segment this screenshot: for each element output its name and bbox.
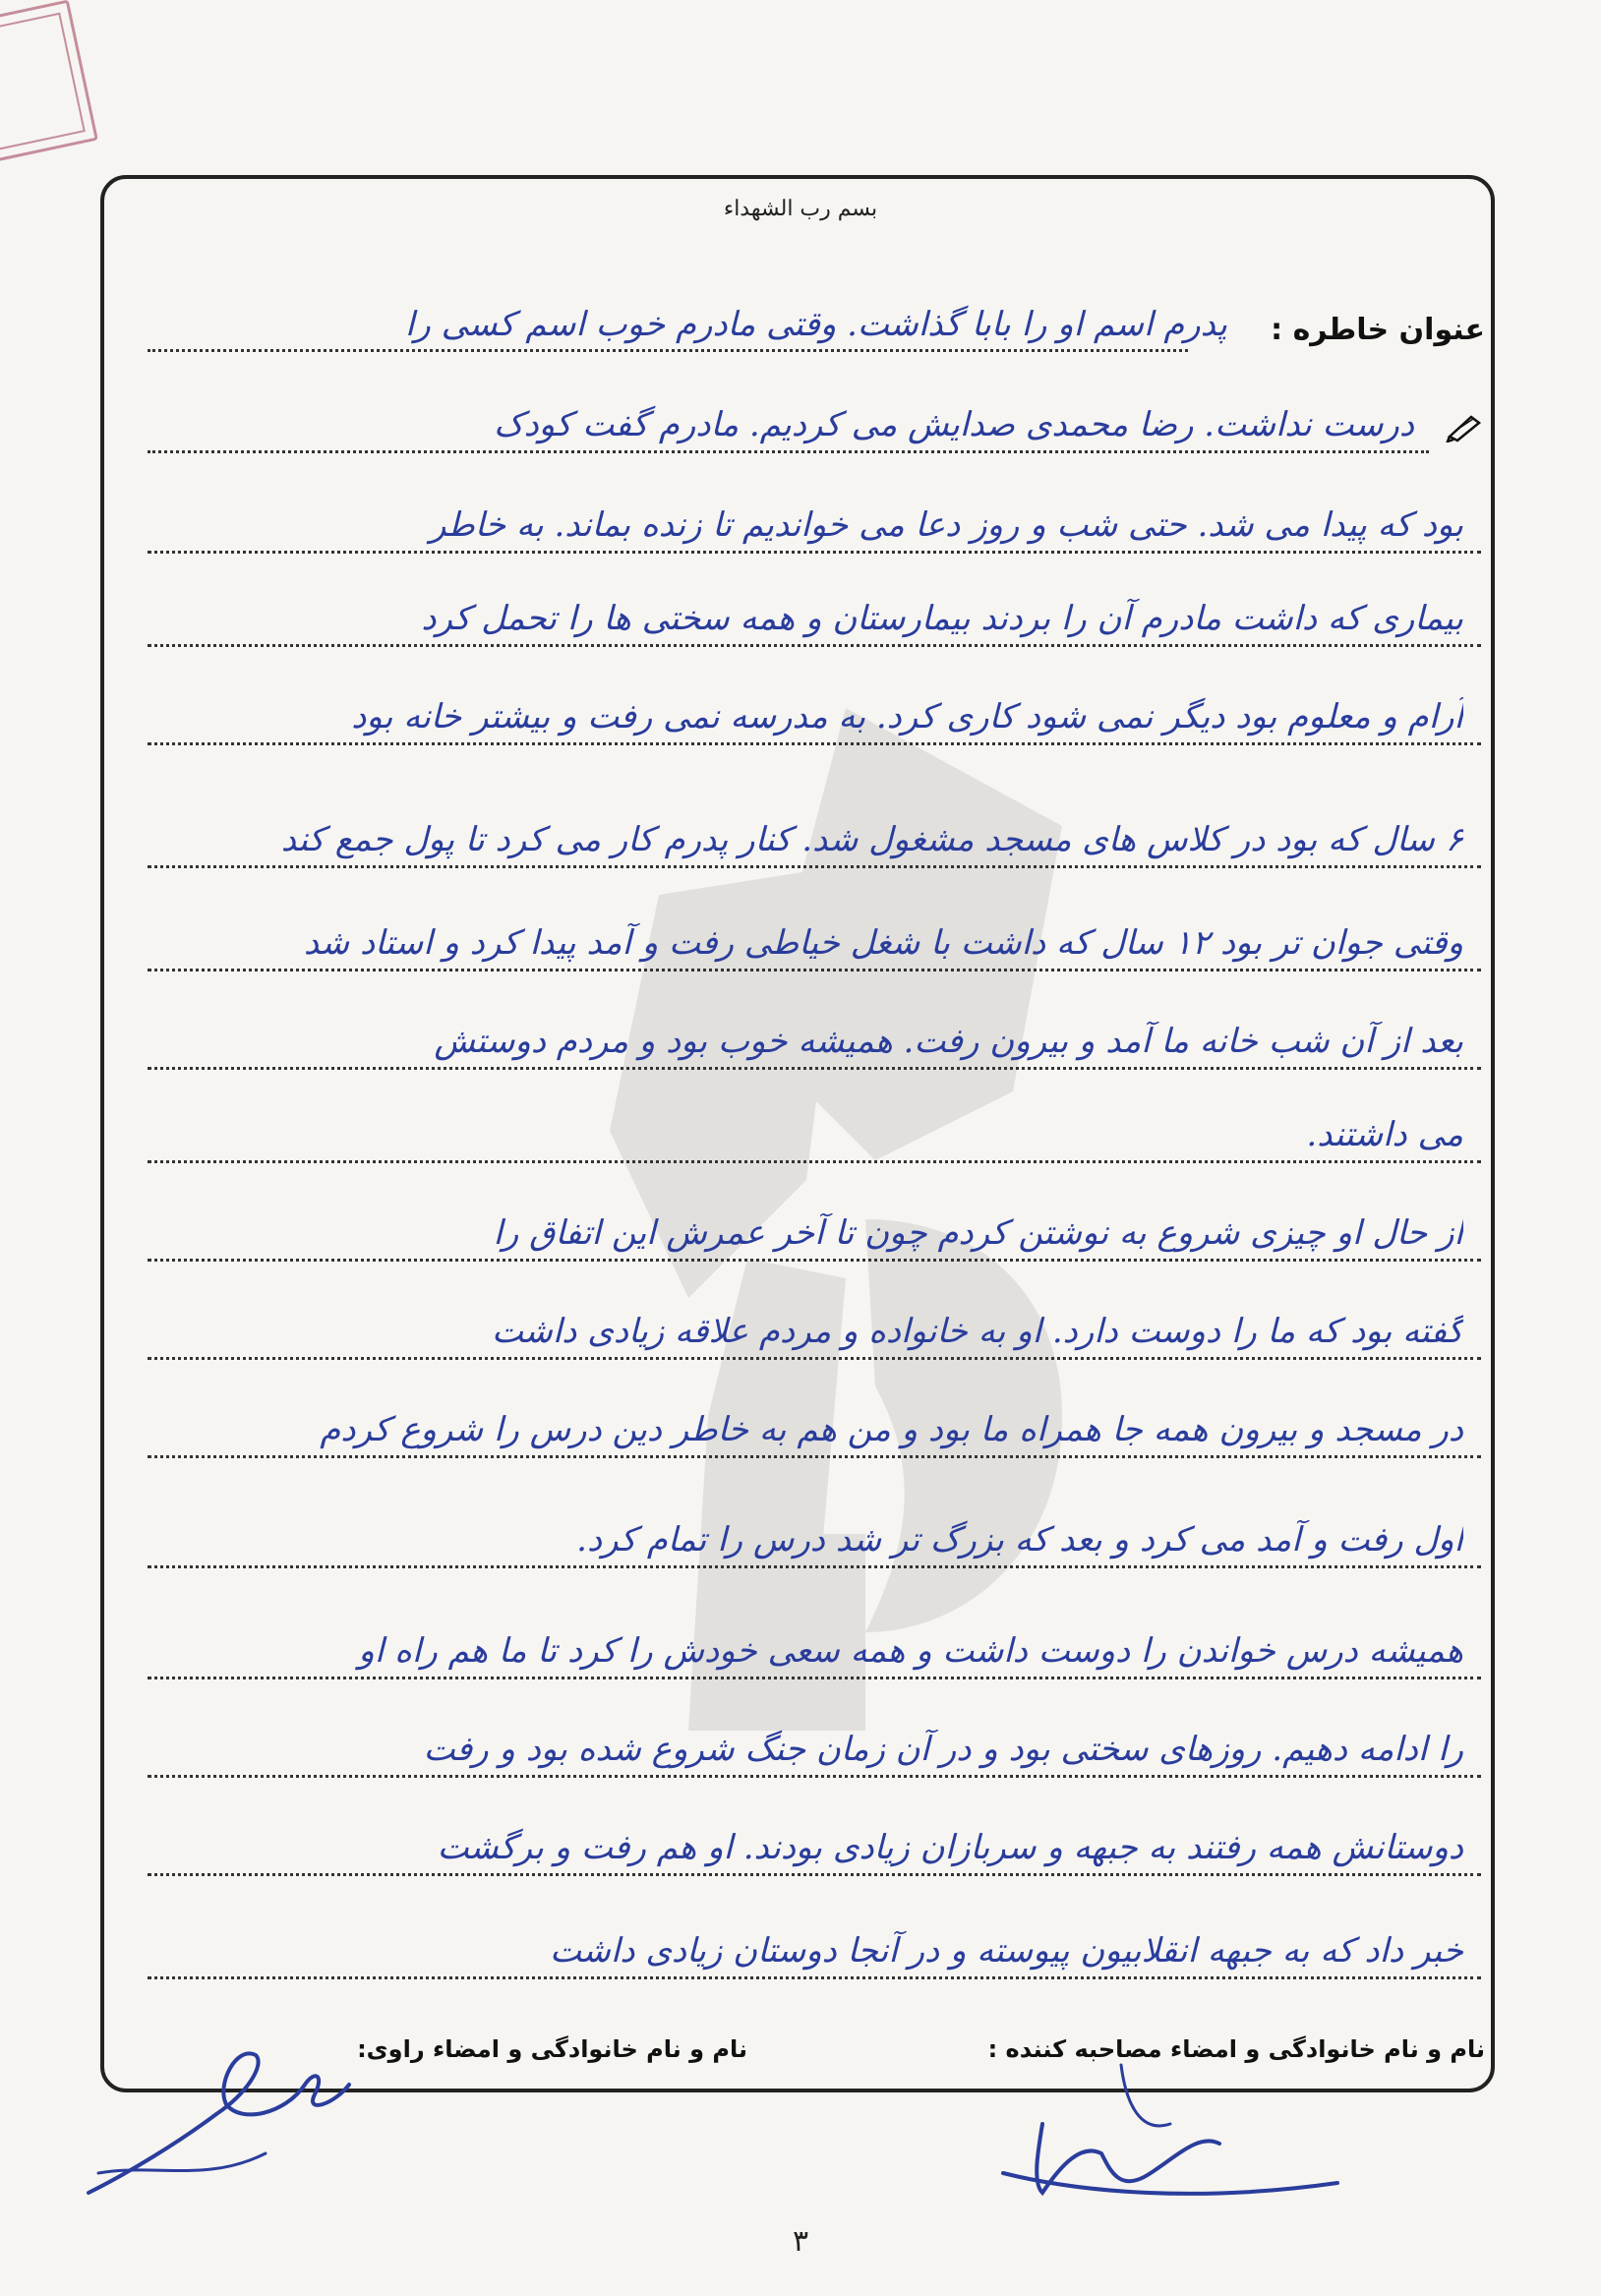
handwritten-line: پدرم اسم او را بابا گذاشت. وقتی مادرم خوب اسم کسی را <box>404 305 1227 344</box>
page-number: ۳ <box>792 2224 809 2259</box>
handwritten-line: در مسجد و بیرون همه جا همراه ما بود و من هم به خاطر دین درس را شروع کردم <box>320 1410 1463 1449</box>
handwritten-line: خبر داد که به جبهه انقلابیون پیوسته و در آنجا دوستان زیادی داشت <box>550 1931 1463 1971</box>
ruled-line <box>148 1160 1481 1163</box>
handwritten-line: اول رفت و آمد می کرد و بعد که بزرگ تر شد درس را تمام کرد. <box>576 1520 1463 1560</box>
handwritten-line: ۶ سال که بود در کلاس های مسجد مشغول شد. کنار پدرم کار می کرد تا پول جمع کند <box>280 820 1463 859</box>
interviewer-signature <box>944 2045 1357 2222</box>
ruled-line <box>148 1976 1481 1979</box>
handwritten-line: بیماری که داشت مادرم آن را بردند بیمارستان و همه سختی ها را تحمل کرد <box>421 599 1463 638</box>
interviewer-signature-label: نام و نام خانوادگی و امضاء مصاحبه کننده : <box>987 2035 1485 2063</box>
ruled-line <box>148 551 1481 554</box>
ruled-line <box>148 644 1481 647</box>
ruled-line <box>148 1067 1481 1070</box>
official-stamp <box>0 0 98 163</box>
ruled-line <box>148 1565 1481 1568</box>
handwritten-line: آرام و معلوم بود دیگر نمی شود کاری کرد. به مدرسه نمی رفت و بیشتر خانه بود <box>351 697 1463 736</box>
ruled-line <box>148 969 1481 971</box>
page-header: بسم رب الشهداء <box>723 197 878 221</box>
ruled-line <box>148 1259 1481 1262</box>
narrator-signature <box>69 2026 364 2212</box>
handwritten-line: می داشتند. <box>1306 1115 1463 1154</box>
handwritten-line: درست نداشت. رضا محمدی صدایش می کردیم. مادرم گفت کودک <box>494 405 1414 444</box>
ruled-line <box>148 1677 1481 1679</box>
handwritten-line: بود که پیدا می شد. حتی شب و روز دعا می خواندیم تا زنده بماند. به خاطر <box>430 505 1463 545</box>
ruled-line <box>148 865 1481 868</box>
handwritten-line: دوستانش همه رفتند به جبهه و سربازان زیادی بودند. او هم رفت و برگشت <box>437 1828 1463 1867</box>
handwritten-line: وقتی جوان تر بود ۱۲ سال که داشت با شغل خیاطی رفت و آمد پیدا کرد و استاد شد <box>303 923 1463 963</box>
handwritten-line: را ادامه دهیم. روزهای سختی بود و در آن زمان جنگ شروع شده بود و رفت <box>423 1730 1463 1769</box>
ruled-line <box>148 1873 1481 1876</box>
pen-writing-icon <box>1446 413 1485 442</box>
handwritten-line: از حال او چیزی شروع به نوشتن کردم چون تا آخر عمرش این اتفاق را <box>493 1213 1463 1253</box>
ruled-line <box>148 349 1188 352</box>
ruled-line <box>148 742 1481 745</box>
ruled-line <box>148 450 1429 453</box>
handwritten-line: همیشه درس خواندن را دوست داشت و همه سعی خودش را کرد تا ما هم راه او <box>358 1631 1463 1671</box>
memoir-title-label: عنوان خاطره : <box>1271 313 1485 347</box>
narrator-signature-label: نام و نام خانوادگی و امضاء راوی: <box>357 2035 747 2063</box>
ruled-line <box>148 1775 1481 1778</box>
ruled-line <box>148 1455 1481 1458</box>
handwritten-line: بعد از آن شب خانه ما آمد و بیرون رفت. همیشه خوب بود و مردم دوستش <box>434 1022 1463 1061</box>
ruled-line <box>148 1357 1481 1360</box>
handwritten-line: گفته بود که ما را دوست دارد. او به خانواده و مردم علاقه زیادی داشت <box>491 1312 1463 1351</box>
